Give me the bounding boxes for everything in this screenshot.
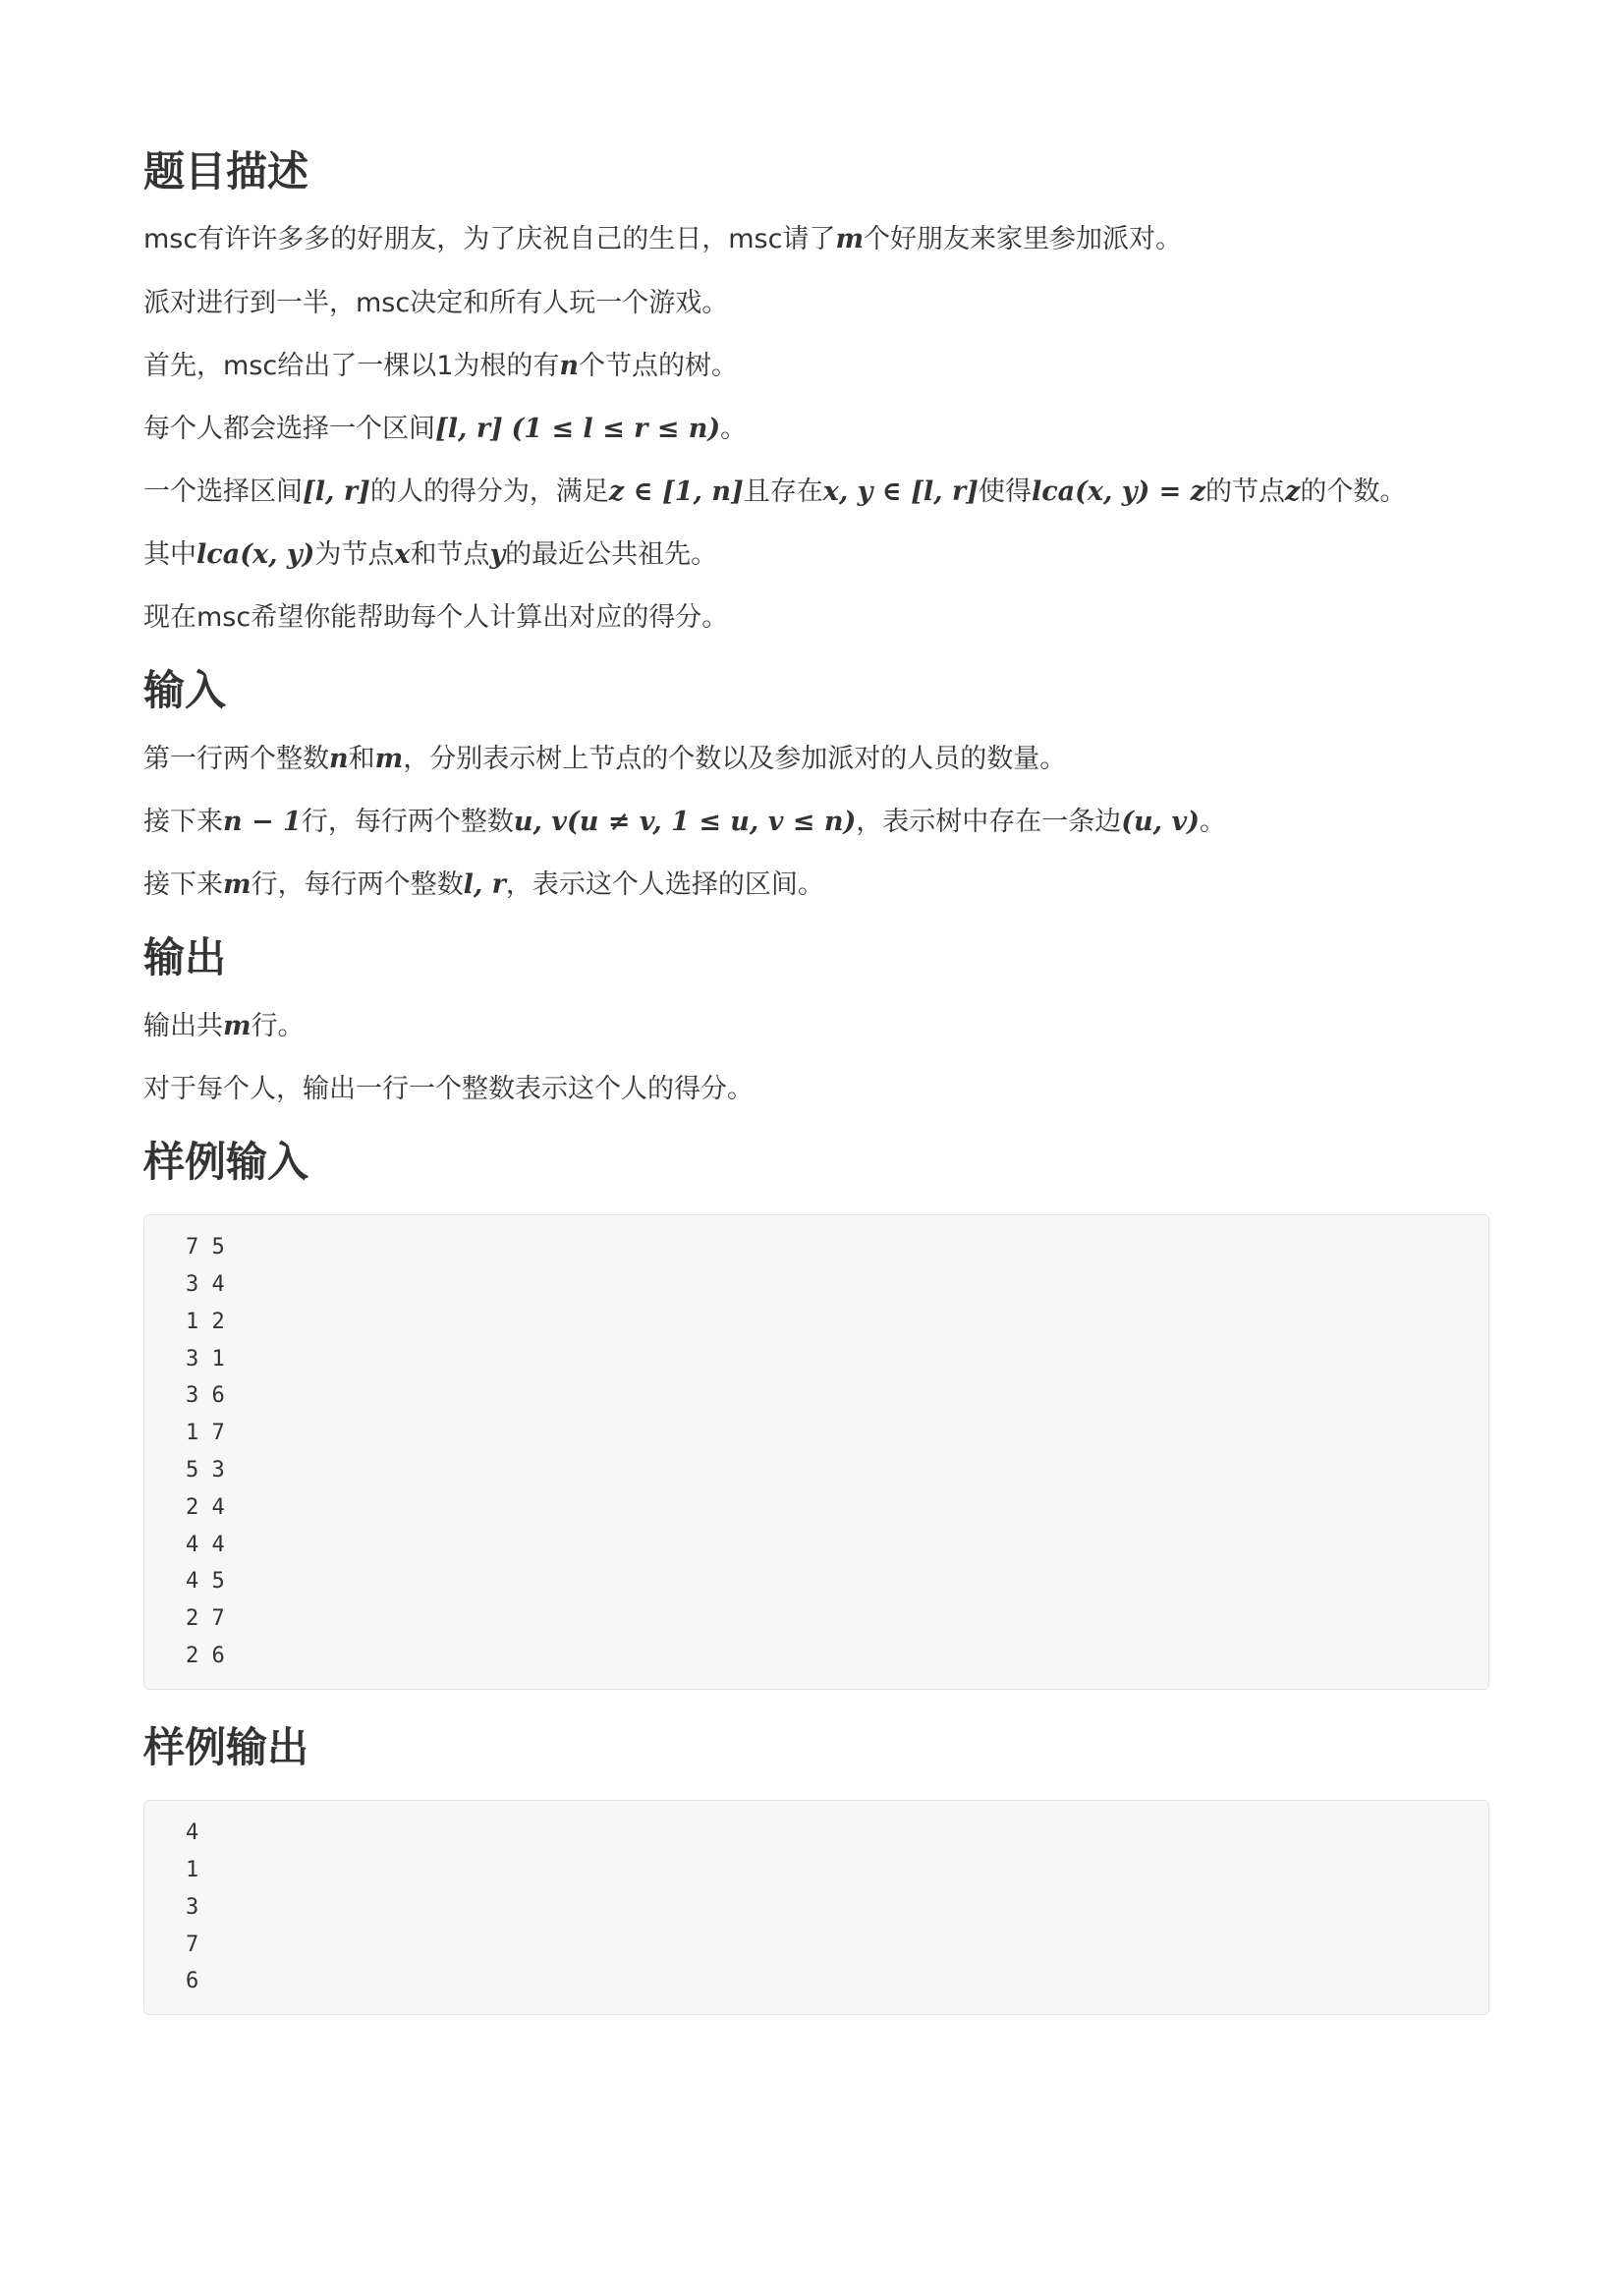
sample-input-heading: 样例输入 [143,1137,309,1186]
input-heading: 输入 [143,666,227,715]
output-heading: 输出 [143,933,227,982]
sample-input-line: 4 4 [186,1532,225,1557]
sample-output-heading: 样例输出 [143,1722,309,1771]
sample-input-line: 2 7 [186,1606,225,1632]
sample-input-line: 2 6 [186,1644,225,1669]
description-paragraph-7: 现在msc希望你能帮助每个人计算出对应的得分。 [143,602,729,634]
output-paragraph-1: 输出共m行。 [143,1010,305,1041]
sample-input-line: 5 3 [186,1458,225,1484]
sample-input-line: 1 2 [186,1309,225,1334]
sample-output-line: 3 [186,1894,199,1920]
output-paragraph-2: 对于每个人，输出一行一个整数表示这个人的得分。 [143,1073,754,1104]
input-paragraph-2: 接下来n − 1行，每行两个整数u, v(u ≠ v, 1 ≤ u, v ≤ n)，表示树中存在一条边(u, v)。 [143,806,1226,837]
description-paragraph-2: 派对进行到一半，msc决定和所有人玩一个游戏。 [143,287,729,318]
description-paragraph-5: 一个选择区间[l, r]的人的得分为，满足z ∈ [1, n]且存在x, y ∈ [l, r]使得lca(x, y) = z的节点z的个数。 [143,476,1407,507]
description-paragraph-3: 首先，msc给出了一棵以1为根的有n个节点的树。 [143,350,739,381]
sample-input-line: 1 7 [186,1421,225,1446]
sample-output-line: 7 [186,1932,199,1957]
input-paragraph-3: 接下来m行，每行两个整数l, r，表示这个人选择的区间。 [143,869,824,901]
problem-page [143,147,1489,2015]
sample-output-line: 6 [186,1969,199,1994]
sample-input-line: 4 5 [186,1569,225,1595]
description-paragraph-6: 其中lca(x, y)为节点x和节点y的最近公共祖先。 [143,539,718,571]
input-paragraph-1: 第一行两个整数n和m，分别表示树上节点的个数以及参加派对的人员的数量。 [143,743,1067,774]
sample-output-code-block[interactable] [143,1800,1489,2015]
sample-input-line: 3 1 [186,1346,225,1372]
description-paragraph-1: msc有许许多多的好朋友，为了庆祝自己的生日，msc请了m个好朋友来家里参加派对。 [143,224,1183,255]
sample-input-line: 2 4 [186,1494,225,1520]
sample-input-line: 7 5 [186,1235,225,1260]
sample-input-line: 3 6 [186,1383,225,1409]
sample-output-line: 4 [186,1820,199,1846]
sample-input-line: 3 4 [186,1272,225,1298]
description-paragraph-4: 每个人都会选择一个区间[l, r] (1 ≤ l ≤ r ≤ n)。 [143,413,748,444]
sample-output-line: 1 [186,1858,199,1882]
sample-input-code-block[interactable] [143,1214,1489,1690]
description-heading: 题目描述 [143,147,309,196]
